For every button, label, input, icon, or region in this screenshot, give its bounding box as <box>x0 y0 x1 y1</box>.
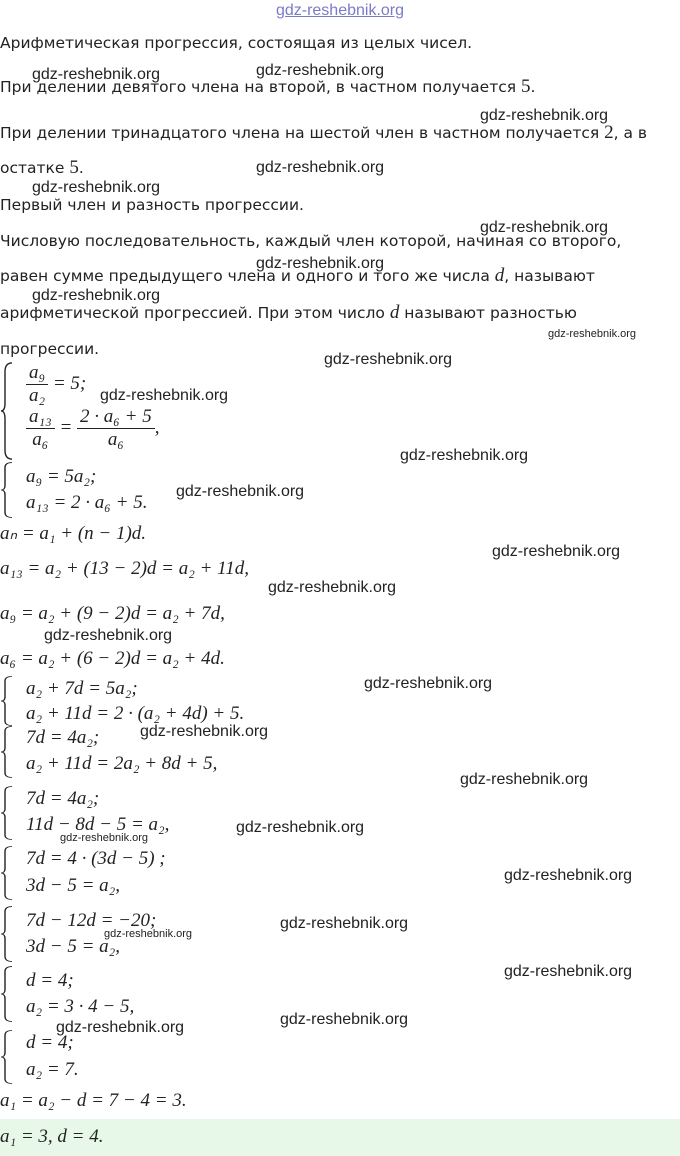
watermark: gdz-reshebnik.org <box>492 543 621 560</box>
brace-icon <box>0 362 14 460</box>
answer-box <box>0 1119 680 1156</box>
system-3-row-2: a₂ + 11d = 2 · (a₂ + 4d) + 5. <box>26 703 245 724</box>
problem-line-2-number: 5 <box>521 76 531 97</box>
header-site-link[interactable]: gdz-reshebnik.org <box>275 2 405 19</box>
brace-icon <box>0 966 14 1022</box>
problem-line-3-mid: , а в <box>613 124 648 142</box>
system-1-row-1-rest: = 5; <box>48 372 87 394</box>
theory-line-2-var: d <box>494 265 505 286</box>
watermark: gdz-reshebnik.org <box>268 579 397 596</box>
fraction <box>26 406 55 451</box>
system-1 <box>0 362 300 460</box>
system-8 <box>0 966 300 1022</box>
system-4-row-1: 7d = 4a₂; <box>26 727 100 748</box>
problem-line-4 <box>0 157 84 179</box>
problem-line-3 <box>0 122 647 144</box>
system-6-row-1: 7d = 4 · (3d − 5) ; <box>26 848 166 869</box>
watermark: gdz-reshebnik.org <box>504 867 633 884</box>
formula-general-term: aₙ = a₁ + (n − 1)d. <box>0 523 147 544</box>
theory-line-2-text: равен сумме предыдущего члена и одного и того же числа <box>0 267 495 285</box>
problem-line-2-end: . <box>530 78 536 96</box>
system-7-row-2: 3d − 5 = a₂, <box>26 936 120 957</box>
watermark: gdz-reshebnik.org <box>32 287 161 304</box>
theory-line-3-end: называют разностью <box>399 304 577 322</box>
brace-icon <box>0 726 14 778</box>
system-9-row-2: a₂ = 7. <box>26 1059 79 1080</box>
watermark: gdz-reshebnik.org <box>460 771 589 788</box>
problem-line-2-text: При делении девятого члена на второй, в частном получается <box>0 78 521 96</box>
brace-icon <box>0 906 14 962</box>
watermark: gdz-reshebnik.org <box>56 1019 185 1036</box>
watermark: gdz-reshebnik.org <box>280 915 409 932</box>
system-1-row-2-end: , <box>154 416 160 438</box>
watermark: gdz-reshebnik.org <box>480 219 609 236</box>
system-9-row-1: d = 4; <box>26 1032 74 1053</box>
formula-a9: a₉ = a₂ + (9 − 2)d = a₂ + 7d, <box>0 603 225 624</box>
answer-text: a₁ = 3, d = 4. <box>0 1126 104 1147</box>
watermark: gdz-reshebnik.org <box>548 328 637 340</box>
watermark: gdz-reshebnik.org <box>44 627 173 644</box>
problem-line-1: Арифметическая прогрессия, состоящая из целых чисел. <box>0 34 473 52</box>
system-9 <box>0 1030 300 1084</box>
fraction-numerator: 2 · a₆ + 5 <box>80 406 152 427</box>
fraction-numerator: a₉ <box>29 362 46 383</box>
problem-line-3-number: 2 <box>604 122 614 143</box>
system-2-row-2: a₁₃ = 2 · a₆ + 5. <box>26 492 148 513</box>
watermark: gdz-reshebnik.org <box>104 928 193 940</box>
fraction-denominator: a₂ <box>26 384 48 407</box>
fraction <box>26 362 48 407</box>
watermark: gdz-reshebnik.org <box>100 387 229 404</box>
theory-line-3-text: арифметической прогрессией. При этом число <box>0 304 390 322</box>
system-6-row-2: 3d − 5 = a₂, <box>26 875 120 896</box>
brace-icon <box>0 786 14 840</box>
watermark: gdz-reshebnik.org <box>256 255 385 272</box>
watermark: gdz-reshebnik.org <box>400 447 529 464</box>
system-6 <box>0 846 300 900</box>
problem-line-5: Первый член и разность прогрессии. <box>0 196 304 214</box>
watermark: gdz-reshebnik.org <box>236 819 365 836</box>
formula-a13: a₁₃ = a₂ + (13 − 2)d = a₂ + 11d, <box>0 558 250 579</box>
watermark: gdz-reshebnik.org <box>256 159 385 176</box>
system-2-row-1: a₉ = 5a₂; <box>26 466 97 487</box>
problem-line-4-number: 5 <box>69 157 79 178</box>
brace-icon <box>0 846 14 900</box>
watermark: gdz-reshebnik.org <box>504 963 633 980</box>
system-8-row-1: d = 4; <box>26 970 74 991</box>
theory-line-2-end: , называют <box>504 267 595 285</box>
problem-line-3-text: При делении тринадцатого члена на шестой член в частном получается <box>0 124 605 142</box>
theory-line-3 <box>0 302 577 324</box>
problem-line-4-end: . <box>78 159 84 177</box>
watermark: gdz-reshebnik.org <box>60 832 149 844</box>
brace-icon <box>0 462 14 518</box>
watermark: gdz-reshebnik.org <box>324 351 453 368</box>
system-4-row-2: a₂ + 11d = 2a₂ + 8d + 5, <box>26 753 218 774</box>
watermark: gdz-reshebnik.org <box>256 62 385 79</box>
watermark: gdz-reshebnik.org <box>280 1011 409 1028</box>
watermark: gdz-reshebnik.org <box>364 675 493 692</box>
system-8-row-2: a₂ = 3 · 4 − 5, <box>26 996 135 1017</box>
watermark: gdz-reshebnik.org <box>480 107 609 124</box>
system-7-row-1: 7d − 12d = −20; <box>26 910 157 931</box>
fraction-denominator: a₆ <box>77 428 155 451</box>
theory-line-3-var: d <box>389 302 400 323</box>
system-1-row-2 <box>26 406 159 451</box>
theory-line-4: прогрессии. <box>0 340 100 358</box>
system-5-row-1: 7d = 4a₂; <box>26 788 100 809</box>
fraction <box>77 406 155 451</box>
system-1-row-1 <box>26 362 86 407</box>
fraction-numerator: a₁₃ <box>29 406 52 427</box>
theory-line-1: Числовую последовательность, каждый член которой, начиная со второго, <box>0 232 622 250</box>
system-3 <box>0 676 320 726</box>
watermark: gdz-reshebnik.org <box>140 723 269 740</box>
formula-a1: a₁ = a₂ − d = 7 − 4 = 3. <box>0 1090 187 1111</box>
fraction-denominator: a₆ <box>26 428 55 451</box>
formula-a6: a₆ = a₂ + (6 − 2)d = a₂ + 4d. <box>0 648 225 669</box>
watermark: gdz-reshebnik.org <box>32 179 161 196</box>
brace-icon <box>0 1030 14 1084</box>
watermark: gdz-reshebnik.org <box>32 66 161 83</box>
system-3-row-1: a₂ + 7d = 5a₂; <box>26 678 138 699</box>
system-5-row-2: 11d − 8d − 5 = a₂, <box>26 814 170 835</box>
watermark: gdz-reshebnik.org <box>176 483 305 500</box>
equals-sign: = <box>54 416 78 438</box>
problem-line-4-text: остатке <box>0 159 70 177</box>
brace-icon <box>0 676 14 726</box>
